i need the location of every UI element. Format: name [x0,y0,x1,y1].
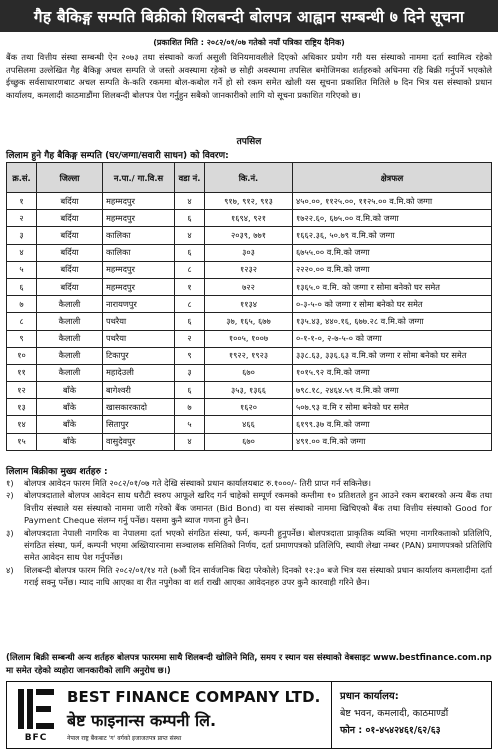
cell-plot-no: ३५३, १३६६ [205,382,293,399]
cell-plot-no: ३७, १६५, ६७७ [205,313,293,330]
intro-paragraph: बैंक तथा वित्तीय संस्था सम्बन्धी ऐन २०७३ तथा संस्थाको कर्जा असुली विनियमावलीले दिएको अधिकार प्रयोग गरी यस संस्थाको नाममा दर्ता स्वामित्व रहेको तपसिलमा उल्लेखित गैह बैकिङ्ग अचल सम्पति जे जस्तो अवस्थामा रहेको छ सोही अवस्थामा तपसिल बमोजिमका शर्तहरुको अधिनमा रहि बिक्री गर्नुपर्ने भएकोले ईच्छुक सर्वसाधारणबाट अचल सम्पति के-कति रकममा बोल-कबोल गर्ने हो सो रकम समेत खोली यस सूचना प्रकाशित मितिले ७ दिन भित्र यस संस्थाको प्रधान कार्यालय, कमलादी काठमाडौंमा शिलबन्दी बोलपत्र पेश गर्नुहुन सबैको जानकारीको लागि यो सूचना प्रकाशित गरिएको छ। [6,52,492,100]
cell-area: ७९८.१८, २४६४.५९ व.मि.को जग्गा [293,382,492,399]
cell-municipality: खासकारकादो [103,399,175,416]
table-row [7,261,492,278]
cell-area: २२२०.०० व.मि.को जग्गा [293,261,492,278]
notice-title: गैह बैकिङ्ग सम्पति बिक्रीको शिलबन्दी बोलपत्र आह्वान सम्बन्धी ७ दिने सूचना [33,8,465,26]
cell-serial: १४ [7,416,37,433]
cell-plot-no: ९१७, ९१२, ९१३ [205,193,293,210]
terms-heading: लिलाम बिक्रीका मुख्य शर्तहरु : [6,467,108,477]
table-row [7,364,492,381]
col-municipality: न.पा./ गा.वि.स [103,163,175,193]
table-row [7,227,492,244]
cell-municipality: महम्मदपुर [103,193,175,210]
company-footer [6,681,492,749]
cell-district: कैलाली [37,296,103,313]
cell-district: कैलाली [37,313,103,330]
table-row [7,382,492,399]
cell-municipality: कालिका [103,244,175,261]
cell-ward: ५ [175,416,205,433]
cell-ward: २ [175,330,205,347]
cell-plot-no: ६७० [205,364,293,381]
cell-area: १६६२.३६, ५०.७९ व.मि.को जग्गा [293,227,492,244]
cell-ward: ९ [175,347,205,364]
cell-serial: ५ [7,261,37,278]
cell-area: ३३८.६३, ३३६.६३ व.मि.को जग्गा र सोमा बनेको घर समेत [293,347,492,364]
cell-plot-no: १९२२, १९२३ [205,347,293,364]
cell-plot-no: १००५, १००७ [205,330,293,347]
license-tagline: नेपाल राष्ट्र बैंकबाट 'ग' वर्गको इजाजतपत्र प्राप्त संस्था [67,735,182,742]
cell-district: बर्दिया [37,193,103,210]
cell-serial: १३ [7,399,37,416]
cell-serial: ८ [7,313,37,330]
terms-list [6,477,492,589]
office-address: बेष्ट भवन, कमलादी, काठमाण्डौं [340,708,449,719]
cell-district: बाँके [37,399,103,416]
cell-plot-no: ११३४ [205,296,293,313]
cell-area: १३५.४३, ४४०.१६, ६७७.२८ व.मि.को जग्गा [293,313,492,330]
cell-ward: ४ [175,193,205,210]
cell-district: बाँके [37,416,103,433]
term-item [6,489,492,526]
cell-municipality: महम्मदपुर [103,210,175,227]
cell-serial: ९ [7,330,37,347]
cell-plot-no: ४६६ [205,416,293,433]
table-row [7,399,492,416]
term-number: ४) [6,564,14,575]
cell-municipality: कालिका [103,227,175,244]
cell-district: बर्दिया [37,210,103,227]
cell-plot-no: १६९४, ९२१ [205,210,293,227]
cell-district: बाँके [37,433,103,450]
col-plot-no: कि.नं. [205,163,293,193]
cell-serial: ६ [7,278,37,295]
cell-area: ०-१-१-०, २-७-५-० को जग्गा [293,330,492,347]
term-number: २) [6,490,14,501]
term-number: १) [6,478,14,488]
cell-ward: १ [175,278,205,295]
cell-area: ०-३-५-० को जग्गा र सोमा बनेको घर समेत [293,296,492,313]
cell-ward: ६ [175,210,205,227]
bfc-logo-icon [16,687,56,731]
table-row [7,416,492,433]
table-row [7,313,492,330]
cell-area: ६१९९.३७ व.मि.को जग्गा [293,416,492,433]
cell-serial: १ [7,193,37,210]
cell-municipality: महादेउली [103,364,175,381]
cell-municipality: बागेश्वरी [103,382,175,399]
table-row [7,210,492,227]
term-text: बोलपत्र आवेदन फारम मिति २०८२/०१/०७ गते देखि संस्थाको प्रधान कार्यालयबाट रु.१०००/- तिरी प्राप्त गर्न सकिनेछ। [24,478,371,488]
term-text: बोलपत्रदाता नेपाली नागरिक वा नेपालमा दर्ता भएको संगठित संस्था, फर्म, कम्पनी हुनुपर्नेछ। बोलपत्रदाता प्राकृतिक व्यक्ति भएमा नागरिकताको प्रतिलिपि, संगठित संस्था, फर्म, कम्पनी भएमा अख्तियारनामा सञ्चालक समितिको निर्णय, दर्ता प्रमाणपत्रको प्रतिलिपि, स्थायी लेखा नम्बर (PAN) प्रमाणपत्रको प्रतिलिपि समेत आवेदन साथ पेश गर्नुपर्नेछ। [24,527,492,563]
table-row [7,330,492,347]
term-number: ३) [6,527,14,538]
col-serial: क्र.सं. [7,163,37,193]
company-name-np: बेष्ट फाइनान्स कम्पनी लि. [67,711,217,730]
cell-municipality: महम्मदपुर [103,278,175,295]
cell-ward: ४ [175,433,205,450]
cell-serial: ३ [7,227,37,244]
cell-district: बर्दिया [37,227,103,244]
cell-municipality: वासुदेवपुर [103,433,175,450]
cell-ward: ३ [175,364,205,381]
property-table [6,162,492,451]
office-title: प्रधान कार्यालय: [340,691,399,702]
cell-area: ५०७.९३ व.मि र सोमा बनेको घर समेत [293,399,492,416]
cell-plot-no: २०३९, ७७१ [205,227,293,244]
bfc-logo [13,686,59,744]
cell-district: कैलाली [37,330,103,347]
col-area: क्षेत्रफल [293,163,492,193]
cell-area: ४५०.००, ११२५.००, ११२५.०० व.मि.को जग्गा [293,193,492,210]
cell-district: बाँके [37,382,103,399]
cell-municipality: पथरैया [103,330,175,347]
office-phone: फोन : ०१-४५४२४६१/६२/६३ [340,725,441,736]
term-item [6,527,492,564]
table-header-row [7,163,492,193]
cell-plot-no: ६७० [205,433,293,450]
company-name-en: BEST FINANCE COMPANY LTD. [67,688,321,706]
website-note: (लिलाम बिक्री सम्बन्धी अन्य शर्तहरु बोलपत्र फारममा साथै शिलबन्दी खोलिने मिति, समय र स्थान यस संस्थाको वेबसाइट www.bestfinance.com.np मा समेत रहेको व्यहोरा जानकारीको लागि अनुरोध छ।) [6,652,492,675]
term-item [6,477,492,489]
notice-title-banner [0,0,498,32]
cell-area: १७२२.६०, ६७५.०० व.मि.को जग्गा [293,210,492,227]
cell-district: कैलाली [37,364,103,381]
cell-ward: ८ [175,296,205,313]
table-row [7,347,492,364]
cell-ward: ६ [175,313,205,330]
cell-district: बर्दिया [37,261,103,278]
publication-date-line: (प्रकाशित मिति : २०८२/०१/०७ गतेको नयाँ पत्रिका राष्ट्रिय दैनिक) [153,38,345,47]
cell-municipality: टिकापुर [103,347,175,364]
col-ward: वडा नं. [175,163,205,193]
cell-district: कैलाली [37,347,103,364]
table-row [7,278,492,295]
term-text: बोलपत्रदाताले बोलपत्र आवेदन साथ धरौटी स्वरुप आफूले खरिद गर्न चाहेको सम्पूर्ण रकमको कम्तीमा १० प्रतिशतले हुन आउने रकम बराबरको अन्य बैंक तथा वित्तीय संस्थाले यस संस्थाको नाममा जारी गरेको बैंक जमानत (Bid Bond) वा यस संस्थाको नाममा खिचिएको बैंक तथा वित्तीय संस्थाको Good for Payment Cheque संलग्न गर्नु पर्नेछ। यसमा कुनै ब्याज गणना हुने छैन। [24,490,492,526]
cell-plot-no: १२३२ [205,261,293,278]
cell-serial: ११ [7,364,37,381]
cell-serial: १२ [7,382,37,399]
cell-area: १३६५.० व.मि. को जग्गा र सोमा बनेको घर समेत [293,278,492,295]
cell-serial: २ [7,210,37,227]
cell-serial: ४ [7,244,37,261]
cell-serial: १० [7,347,37,364]
col-district: जिल्ला [37,163,103,193]
cell-municipality: महम्मदपुर [103,261,175,278]
tapasil-heading: तपसिल [236,137,262,147]
cell-area: १०१५.९२ व.मि.को जग्गा [293,364,492,381]
cell-plot-no: ७२२ [205,278,293,295]
cell-serial: ७ [7,296,37,313]
logo-text: BFC [24,733,48,743]
cell-plot-no: १६२० [205,399,293,416]
cell-serial: १५ [7,433,37,450]
company-branding [7,682,332,748]
table-row [7,296,492,313]
company-name-block [67,688,320,742]
table-row [7,193,492,210]
cell-ward: ६ [175,382,205,399]
table-row [7,433,492,450]
cell-ward: ६ [175,244,205,261]
cell-district: बर्दिया [37,244,103,261]
cell-ward: ८ [175,261,205,278]
cell-municipality: पथरैया [103,313,175,330]
cell-district: बर्दिया [37,278,103,295]
cell-area: ६७५५.०० व.मि.को जग्गा [293,244,492,261]
cell-municipality: नारायणपुर [103,296,175,313]
head-office-block [332,682,456,748]
cell-plot-no: ३०३ [205,244,293,261]
term-text: शिलबन्दी बोलपत्र फारम मिति २०८२/०१/१४ गते (७औं दिन सार्वजनिक बिदा परेकोले) दिनको १२:३० बजे भित्र यस संस्थाको प्रधान कार्यालय कमलादीमा दर्ता गराई सक्नु पर्नेछ। म्याद नाघि आएका वा रीत नपुगेका वा शर्त राखी आएका आवेदनहरु उपर कुनै कारवाही गरिने छैन। [24,564,492,588]
table-row [7,244,492,261]
cell-ward: ४ [175,227,205,244]
cell-ward: ७ [175,399,205,416]
cell-area: ४९१.०० व.मि.को जग्गा [293,433,492,450]
cell-municipality: सितापुर [103,416,175,433]
property-list-heading: लिलाम हुने गैह बैकिङ्ग सम्पति (घर/जग्गा/सवारी साधन) को विवरण: [6,151,229,161]
term-item [6,564,492,589]
